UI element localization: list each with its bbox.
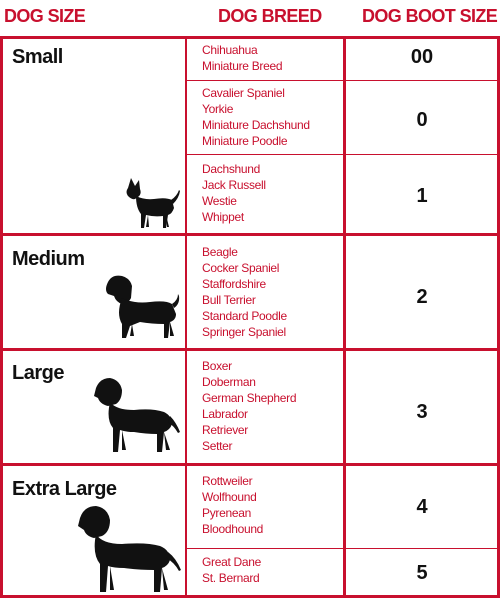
size-table: [0, 36, 500, 598]
size-label-large: Large: [12, 362, 64, 384]
breed-item: Miniature Dachshund: [202, 118, 310, 132]
breed-item: Wolfhound: [202, 490, 257, 504]
extra-large-dog-icon: [78, 504, 182, 594]
table-top-border: [0, 36, 500, 39]
breed-item: St. Bernard: [202, 571, 260, 585]
breed-item: Staffordshire: [202, 277, 266, 291]
breed-item: Chihuahua: [202, 43, 258, 57]
breed-item: Standard Poodle: [202, 309, 287, 323]
group-separator: [0, 233, 500, 236]
breed-list: [202, 358, 296, 454]
group-separator: [0, 348, 500, 351]
boot-size-value: 1: [416, 185, 428, 207]
size-label-medium: Medium: [12, 248, 85, 270]
breed-item: Setter: [202, 439, 233, 453]
breed-item: Bull Terrier: [202, 293, 256, 307]
breed-item: Miniature Breed: [202, 59, 283, 73]
table-bottom-border: [0, 595, 500, 598]
column-divider: [185, 36, 187, 598]
breed-item: Doberman: [202, 375, 256, 389]
breed-item: Springer Spaniel: [202, 325, 286, 339]
breed-item: Cavalier Spaniel: [202, 86, 285, 100]
breed-item: Great Dane: [202, 555, 262, 569]
breed-list: [202, 85, 310, 149]
small-dog-icon: [122, 178, 182, 230]
breed-item: Pyrenean: [202, 506, 251, 520]
breed-list: [202, 42, 282, 74]
boot-size-value: 0: [416, 109, 428, 131]
size-label-extra-large: Extra Large: [12, 478, 117, 500]
boot-size-value: 2: [416, 286, 428, 308]
size-label-small: Small: [12, 46, 63, 68]
row-separator: [187, 80, 497, 81]
boot-size-value: 3: [416, 401, 428, 423]
breed-list: [202, 161, 266, 225]
large-dog-icon: [94, 376, 180, 454]
table-left-border: [0, 36, 3, 598]
header-dog-boot-size: DOG BOOT SIZE: [362, 6, 498, 26]
breed-item: Westie: [202, 194, 237, 208]
header-dog-size: DOG SIZE: [4, 6, 86, 26]
boot-size-value: 00: [410, 46, 434, 68]
row-separator: [187, 154, 497, 155]
breed-list: [202, 554, 261, 586]
boot-size-value: 4: [416, 496, 428, 518]
breed-item: Miniature Poodle: [202, 134, 288, 148]
header-dog-breed: DOG BREED: [218, 6, 322, 26]
breed-item: Bloodhound: [202, 522, 264, 536]
breed-item: Dachshund: [202, 162, 261, 176]
breed-item: Cocker Spaniel: [202, 261, 280, 275]
breed-item: Whippet: [202, 210, 244, 224]
breed-item: Labrador: [202, 407, 248, 421]
breed-item: Yorkie: [202, 102, 234, 116]
breed-list: [202, 244, 287, 340]
breed-item: Jack Russell: [202, 178, 266, 192]
row-separator: [187, 548, 497, 549]
breed-item: Rottweiler: [202, 474, 253, 488]
group-separator: [0, 463, 500, 466]
breed-item: Beagle: [202, 245, 238, 259]
breed-item: German Shepherd: [202, 391, 297, 405]
breed-item: Retriever: [202, 423, 248, 437]
medium-dog-icon: [104, 274, 180, 340]
breed-item: Boxer: [202, 359, 232, 373]
breed-list: [202, 473, 263, 537]
boot-size-value: 5: [416, 562, 428, 584]
